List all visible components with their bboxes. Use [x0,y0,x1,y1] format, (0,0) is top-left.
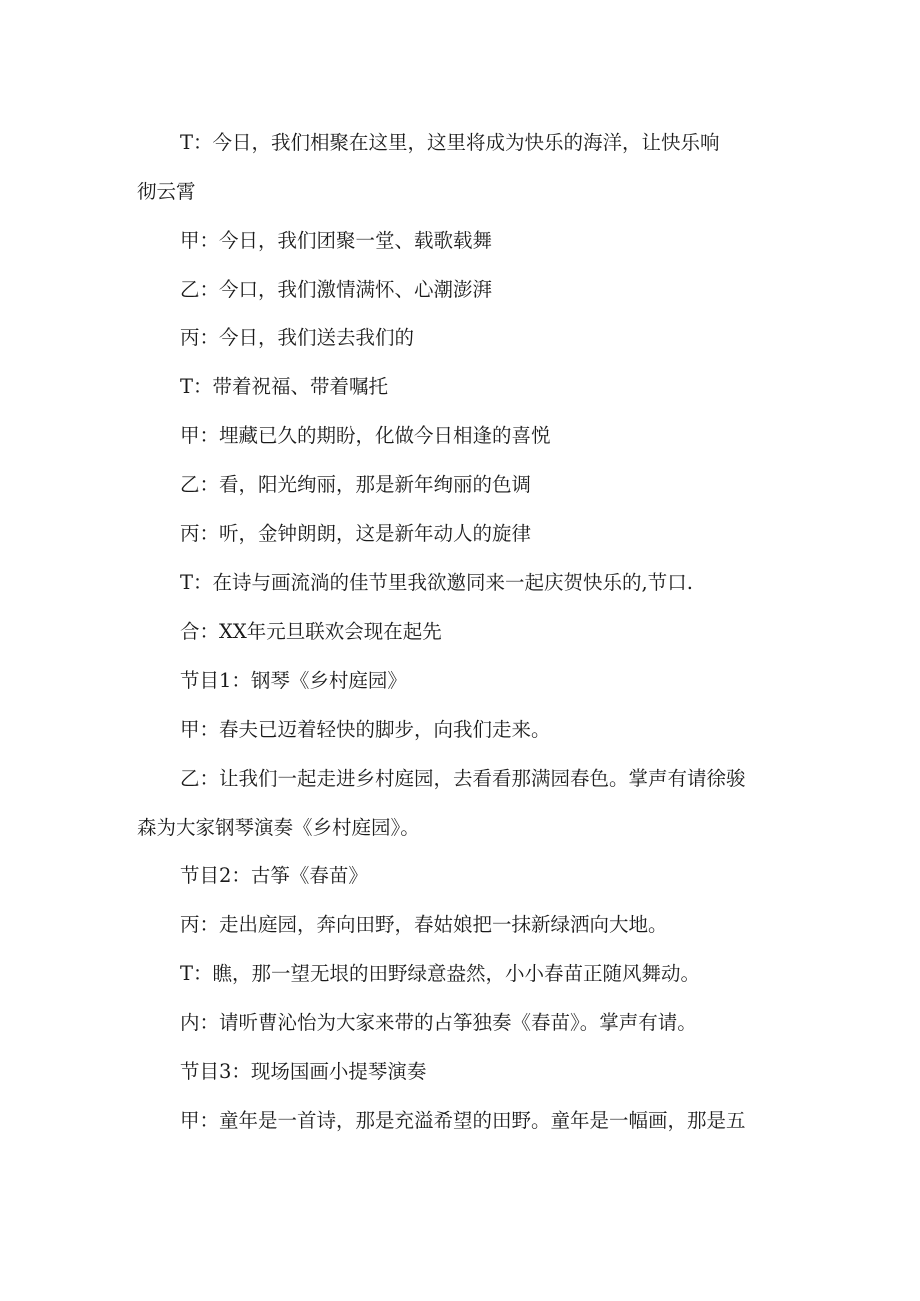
script-line: 合：XX年元旦联欢会现在起先 [180,620,442,643]
script-line: 甲：春夫已迈着轻快的脚步，向我们走来。 [180,718,551,741]
script-line: 内：请听曹沁怡为大家来带的占筝独奏《春苗》。掌声有请。 [180,1011,697,1034]
script-line: T：带着祝福、带着嘱托 [180,375,389,398]
program-heading: 节目1：钢琴《乡村庭园》 [180,669,407,692]
script-line: 甲：埋藏已久的期盼，化做今日相逢的喜悦 [180,424,551,447]
script-line: 丙：走出庭园，奔向田野，春姑娘把一抹新绿洒向大地。 [180,913,668,936]
program-heading: 节目3：现场国画小提琴演奏 [180,1060,427,1083]
script-line: 森为大家钢琴演奏《乡村庭园》。 [137,816,420,839]
script-line: T：在诗与画流淌的佳节里我欲邀同来一起庆贺快乐的,节口. [180,571,693,594]
program-heading: 节目2：古筝《春苗》 [180,864,368,887]
script-line: 甲：童年是一首诗，那是充溢希望的田野。童年是一幅画，那是五 [180,1109,746,1132]
script-line: 丙：听，金钟朗朗，这是新年动人的旋律 [180,522,532,545]
script-line: 乙：今口，我们激情满怀、心潮澎湃 [180,278,493,301]
script-line: 乙：让我们一起走进乡村庭园，去看看那满园春色。掌声有请徐骏 [180,767,746,790]
script-line: 甲：今日，我们团聚一堂、载歌载舞 [180,229,493,252]
script-line: T：今日，我们相聚在这里，这里将成为快乐的海洋，让快乐响 [180,131,720,154]
script-line: 彻云霄 [137,180,196,203]
script-line: 乙：看，阳光绚丽，那是新年绚丽的色调 [180,473,532,496]
script-line: T：瞧，那一望无垠的田野绿意盎然，小小春苗正随风舞动。 [180,962,701,985]
script-line: 丙：今日，我们送去我们的 [180,326,415,349]
